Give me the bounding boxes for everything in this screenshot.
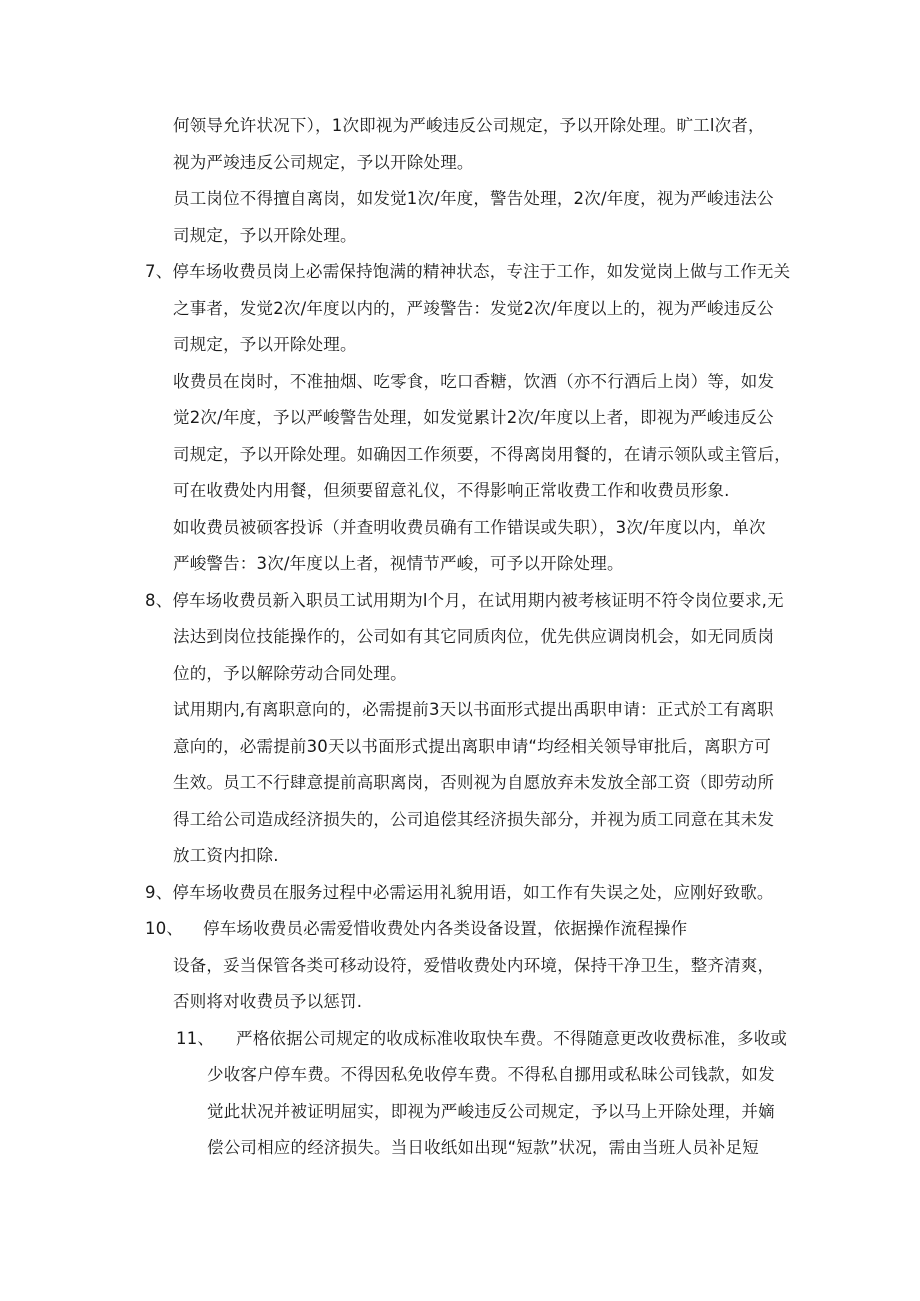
- paragraph-line: 得工给公司造成经济损失的，公司追偿其经济损失部分，并视为质工同意在其未发: [173, 810, 775, 829]
- paragraph-line: 少收客户停车费。不得因私免收停车费。不得私自挪用或私昧公司钱款，如发: [207, 1065, 775, 1084]
- paragraph-line: 司规定，予以开除处理。: [173, 335, 357, 354]
- item-8-line: 8、停车场收费员新入职员工试用期为l个月，在试用期内被考核证明不符令岗位要求,无: [145, 591, 784, 610]
- paragraph-line: 之事者，发觉2次/年度以内的，严竣警告：发觉2次/年度以上的，视为严峻违反公: [173, 299, 774, 318]
- paragraph-line: 司规定，予以开除处理。: [173, 226, 357, 245]
- item-11-number: 11、: [176, 1029, 215, 1048]
- paragraph-line: 司规定，予以开除处理。如确因工作须要，不得离岗用餐的，在请示领队或主管后，: [173, 445, 791, 464]
- paragraph-line: 视为严竣违反公司规定，予以开除处理。: [173, 153, 474, 172]
- paragraph-line: 位的，予以解除劳动合同处理。: [173, 664, 407, 683]
- paragraph-line: 可在收费处内用餐，但须要留意礼仪，不得影响正常收费工作和收费员形象.: [173, 481, 730, 500]
- paragraph-line: 觉2次/年度，予以严峻警告处理，如发觉累计2次/年度以上者，即视为严峻违反公: [173, 408, 774, 427]
- paragraph-line: 员工岗位不得擅自离岗，如发觉1次/年度，警告处理，2次/年度，视为严峻违法公: [173, 189, 774, 208]
- paragraph-line: 何领导允许状况下），1次即视为严峻违反公司规定，予以开除处理。旷工l次者，: [173, 116, 765, 135]
- paragraph-line: 法达到岗位技能操作的，公司如有其它同质肉位，优先供应调岗机会，如无同质岗: [173, 627, 775, 646]
- paragraph-line: 否则将对收费员予以惩罚.: [173, 992, 363, 1011]
- paragraph-line: 放工资内扣除.: [173, 846, 279, 865]
- item-10-text: 停车场收费员必需爱惜收费处内各类设备设置，依据操作流程操作: [203, 919, 688, 938]
- item-9-line: 9、停车场收费员在服务过程中必需运用礼貌用语，如工作有失误之处，应刚好致歌。: [145, 883, 774, 902]
- paragraph-line: 如收费员被硕客投诉（并查明收费员确有工作错误或失职），3次/年度以内，单次: [173, 518, 766, 537]
- item-7-line: 7、停车场收费员岗上必需保持饱满的精神状态，专注于工作，如发觉岗上做与工作无关: [145, 262, 791, 281]
- paragraph-line: 收费员在岗时，不准抽烟、吃零食，吃口香糖，饮酒（亦不行酒后上岗）等，如发: [173, 372, 775, 391]
- item-10-number: 10、: [145, 919, 184, 938]
- item-11-text: 严格依据公司规定的收成标准收取快车费。不得随意更改收费标准，多收或: [236, 1029, 788, 1048]
- paragraph-line: 觉此状况并被证明屈实，即视为严峻违反公司规定，予以马上开除处理，并嫡: [207, 1102, 775, 1121]
- paragraph-line: 偿公司相应的经济损失。当日收纸如出现“短款”状况，需由当班人员补足短: [207, 1138, 759, 1157]
- paragraph-line: 意向的，必需提前30天以书面形式提出离职申请“均经相关领导审批后，离职方可: [173, 737, 771, 756]
- paragraph-line: 严峻警告：3次/年度以上者，视情节严峻，可予以开除处理。: [173, 554, 624, 573]
- paragraph-line: 生效。员工不行肆意提前高职离岗，否则视为自愿放弃未发放全部工资（即劳动所: [173, 773, 775, 792]
- paragraph-line: 设备，妥当保管各类可移动设符，爱惜收费处内环境，保持干净卫生，整齐清爽，: [173, 956, 775, 975]
- paragraph-line: 试用期内,有离职意向的，必需提前3天以书面形式提出禹职申请：正式於工有离职: [173, 700, 774, 719]
